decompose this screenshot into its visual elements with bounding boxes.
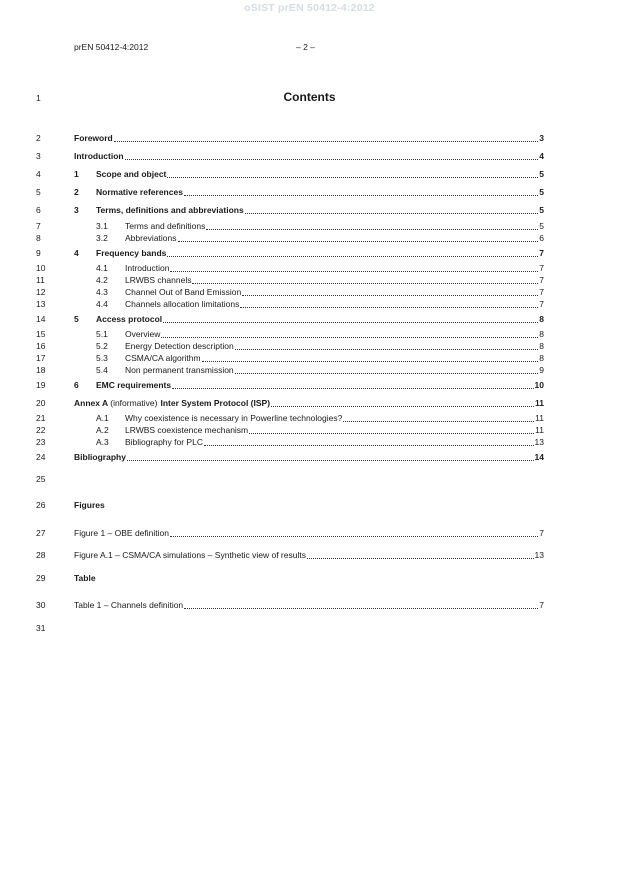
line-number: 1 (36, 93, 41, 103)
toc-entry-bibliography[interactable] (74, 452, 544, 463)
leader-dots (245, 213, 539, 214)
toc-entry-title: Terms and definitions (125, 221, 206, 231)
toc-entry-section-2[interactable] (74, 187, 544, 198)
line-number: 20 (36, 398, 46, 408)
table-heading: Table (74, 573, 96, 583)
line-number: 25 (36, 474, 46, 484)
annex-id: Annex A (74, 398, 108, 408)
line-number: 2 (36, 133, 41, 143)
toc-entry-number: 4.1 (96, 263, 108, 273)
leader-dots (167, 177, 538, 178)
toc-entry-title: Access protocol (96, 314, 163, 324)
toc-entry-foreword[interactable] (74, 133, 544, 144)
table-entry[interactable] (74, 600, 544, 611)
toc-entry-number: 2 (74, 187, 79, 197)
figure-entry-page: 7 (539, 528, 544, 538)
line-number: 18 (36, 365, 46, 375)
toc-entry-page: 8 (539, 329, 544, 339)
toc-entry-number: 5.2 (96, 341, 108, 351)
toc-entry-title: EMC requirements (96, 380, 172, 390)
toc-entry-page: 8 (539, 341, 544, 351)
leader-dots (249, 433, 534, 434)
toc-entry-title: Bibliography for PLC (125, 437, 203, 447)
line-number: 8 (36, 233, 41, 243)
line-number: 28 (36, 550, 46, 560)
toc-entry-number: 5 (74, 314, 79, 324)
toc-entry-page: 5 (539, 187, 544, 197)
toc-entry-title: Frequency bands (96, 248, 167, 258)
leader-dots (242, 295, 538, 296)
figures-heading: Figures (74, 500, 105, 510)
toc-entry-section-3-1[interactable] (96, 221, 544, 232)
toc-entry-number: A.3 (96, 437, 109, 447)
toc-entry-title: Overview (125, 329, 161, 339)
line-number: 17 (36, 353, 46, 363)
line-number: 7 (36, 221, 41, 231)
toc-entry-page: 11 (535, 425, 544, 435)
leader-dots (235, 373, 539, 374)
toc-entry-page: 11 (535, 398, 544, 408)
toc-entry-number: 5.3 (96, 353, 108, 363)
toc-entry-title: Scope and object (96, 169, 167, 179)
header-doc-ref: prEN 50412-4:2012 (74, 42, 149, 52)
watermark: oSIST prEN 50412-4:2012 (244, 2, 375, 14)
line-number: 30 (36, 600, 46, 610)
toc-entry-number: 4.4 (96, 299, 108, 309)
figure-entry[interactable] (74, 550, 544, 561)
toc-entry-section-3[interactable] (74, 205, 544, 216)
toc-entry-page: 7 (539, 275, 544, 285)
toc-entry-title: Terms, definitions and abbreviations (96, 205, 244, 215)
table-entry-page: 7 (539, 600, 544, 610)
annex-label (74, 398, 157, 409)
toc-entry-page: 14 (534, 452, 544, 462)
toc-entry-annex-a[interactable] (74, 398, 544, 409)
table-entry-title: Table 1 – Channels definition (74, 600, 184, 610)
toc-entry-page: 7 (539, 299, 544, 309)
line-number: 9 (36, 248, 41, 258)
toc-entry-title: Introduction (74, 151, 124, 161)
leader-dots (170, 536, 538, 537)
toc-entry-title: CSMA/CA algorithm (125, 353, 201, 363)
line-number: 14 (36, 314, 46, 324)
toc-entry-number: 3.2 (96, 233, 108, 243)
toc-entry-section-5[interactable] (74, 314, 544, 325)
leader-dots (170, 271, 538, 272)
leader-dots (161, 337, 538, 338)
toc-entry-number: 5.1 (96, 329, 108, 339)
toc-entry-title: Non permanent transmission (125, 365, 234, 375)
toc-entry-title: Energy Detection description (125, 341, 234, 351)
leader-dots (184, 195, 538, 196)
line-number: 19 (36, 380, 46, 390)
toc-entry-page: 9 (539, 365, 544, 375)
line-number: 3 (36, 151, 41, 161)
leader-dots (235, 349, 539, 350)
toc-entry-section-5-2[interactable] (96, 341, 544, 352)
leader-dots (202, 361, 539, 362)
toc-entry-number: A.1 (96, 413, 109, 423)
line-number: 5 (36, 187, 41, 197)
line-number: 11 (36, 275, 45, 285)
toc-entry-title: Why coexistence is necessary in Powerline technologies? (125, 413, 343, 423)
line-number: 31 (36, 623, 46, 633)
toc-entry-section-5-4[interactable] (96, 365, 544, 376)
toc-entry-section-5-1[interactable] (96, 329, 544, 340)
toc-entry-number: 6 (74, 380, 79, 390)
line-number: 4 (36, 169, 41, 179)
leader-dots (178, 241, 539, 242)
toc-entry-number: A.2 (96, 425, 109, 435)
toc-entry-section-5-3[interactable] (96, 353, 544, 364)
toc-entry-number: 4.3 (96, 287, 108, 297)
line-number: 29 (36, 573, 46, 583)
leader-dots (167, 256, 538, 257)
leader-dots (163, 322, 538, 323)
leader-dots (127, 460, 534, 461)
figure-entry-title: Figure 1 – OBE definition (74, 528, 169, 538)
toc-entry-page: 5 (539, 169, 544, 179)
toc-entry-title: LRWBS coexistence mechanism (125, 425, 249, 435)
toc-entry-annex-a-1[interactable] (96, 413, 544, 424)
figure-entry[interactable] (74, 528, 544, 539)
figure-entry-page: 13 (534, 550, 544, 560)
toc-entry-page: 6 (539, 233, 544, 243)
leader-dots (343, 421, 534, 422)
toc-entry-title: Foreword (74, 133, 113, 143)
toc-entry-page: 7 (539, 248, 544, 258)
figure-entry-title: Figure A.1 – CSMA/CA simulations – Synthetic view of results (74, 550, 306, 560)
toc-entry-page: 8 (539, 314, 544, 324)
line-number: 22 (36, 425, 46, 435)
leader-dots (192, 283, 538, 284)
leader-dots (172, 388, 533, 389)
toc-entry-section-4-1[interactable] (96, 263, 544, 274)
line-number: 13 (36, 299, 46, 309)
toc-entry-page: 7 (539, 287, 544, 297)
annex-type: (informative) (110, 398, 158, 408)
toc-entry-page: 4 (539, 151, 544, 161)
toc-entry-title: LRWBS channels (125, 275, 192, 285)
line-number: 10 (36, 263, 46, 273)
toc-entry-title: Channel Out of Band Emission (125, 287, 242, 297)
toc-entry-title: Channels allocation limitations (125, 299, 240, 309)
toc-entry-section-4-4[interactable] (96, 299, 544, 310)
toc-entry-section-6[interactable] (74, 380, 544, 391)
toc-entry-title: Inter System Protocol (ISP) (160, 398, 271, 408)
line-number: 21 (36, 413, 46, 423)
leader-dots (271, 406, 534, 407)
line-number: 26 (36, 500, 46, 510)
toc-entry-title: Abbreviations (125, 233, 177, 243)
toc-entry-section-4[interactable] (74, 248, 544, 259)
toc-entry-page: 10 (534, 380, 544, 390)
toc-entry-annex-a-2[interactable] (96, 425, 544, 436)
leader-dots (307, 558, 534, 559)
toc-entry-section-1[interactable] (74, 169, 544, 180)
toc-entry-introduction[interactable] (74, 151, 544, 162)
toc-entry-page: 8 (539, 353, 544, 363)
leader-dots (125, 159, 539, 160)
line-number: 16 (36, 341, 46, 351)
leader-dots (184, 608, 538, 609)
line-number: 6 (36, 205, 41, 215)
toc-entry-number: 5.4 (96, 365, 108, 375)
line-number: 27 (36, 528, 46, 538)
toc-entry-number: 3 (74, 205, 79, 215)
toc-entry-number: 3.1 (96, 221, 108, 231)
toc-entry-page: 5 (539, 205, 544, 215)
header-page-number: – 2 – (296, 42, 315, 52)
leader-dots (206, 229, 538, 230)
toc-entry-title: Normative references (96, 187, 183, 197)
toc-entry-annex-a-3[interactable] (96, 437, 544, 448)
toc-entry-section-4-3[interactable] (96, 287, 544, 298)
toc-entry-number: 4.2 (96, 275, 108, 285)
toc-entry-section-3-2[interactable] (96, 233, 544, 244)
line-number: 24 (36, 452, 46, 462)
toc-entry-number: 1 (74, 169, 79, 179)
leader-dots (114, 141, 539, 142)
toc-entry-title: Bibliography (74, 452, 126, 462)
toc-entry-section-4-2[interactable] (96, 275, 544, 286)
line-number: 15 (36, 329, 46, 339)
toc-entry-page: 11 (535, 413, 544, 423)
leader-dots (240, 307, 538, 308)
toc-entry-number: 4 (74, 248, 79, 258)
line-number: 12 (36, 287, 46, 297)
page-title: Contents (283, 90, 336, 104)
toc-entry-page: 13 (534, 437, 544, 447)
toc-entry-page: 3 (539, 133, 544, 143)
toc-entry-title: Introduction (125, 263, 170, 273)
toc-entry-page: 5 (539, 221, 544, 231)
line-number: 23 (36, 437, 46, 447)
toc-entry-page: 7 (539, 263, 544, 273)
leader-dots (204, 445, 534, 446)
